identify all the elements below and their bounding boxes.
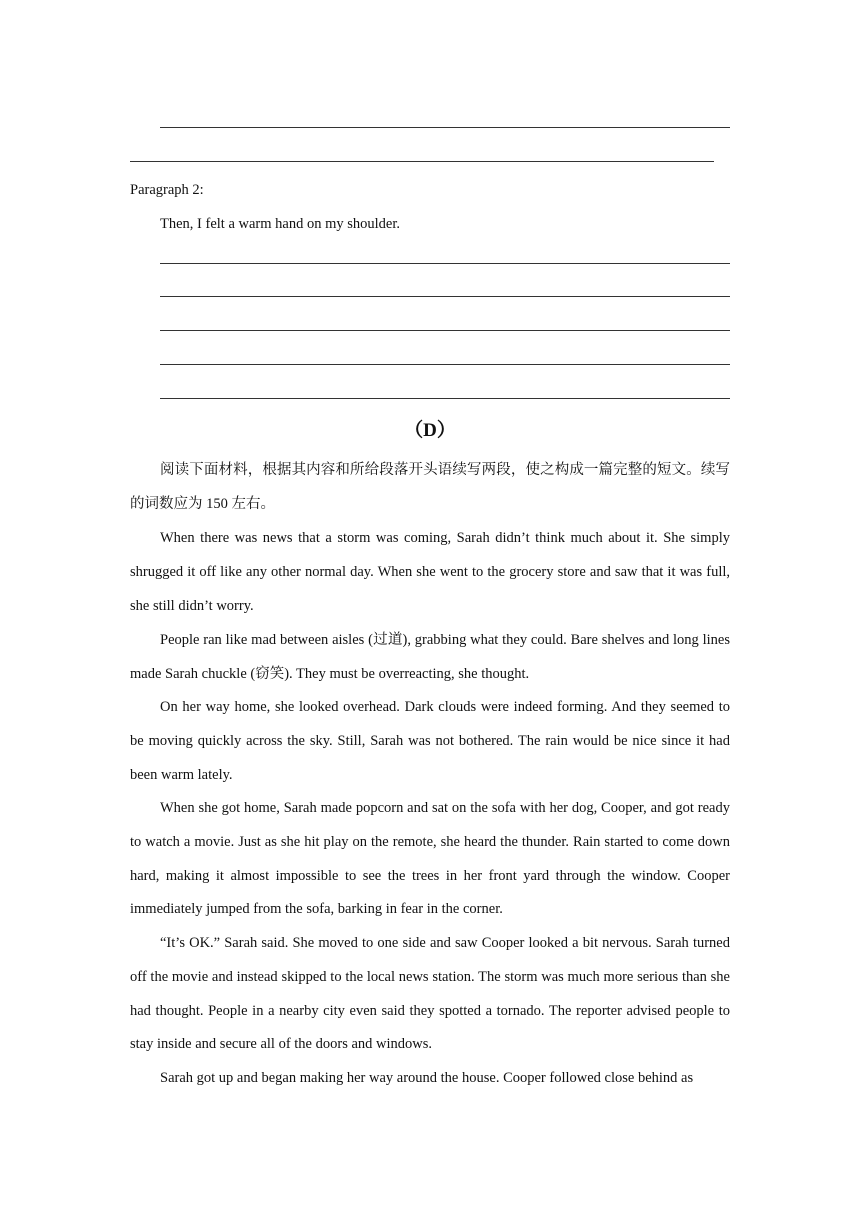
story-paragraph: When there was news that a storm was coming, Sarah didn’t think much about it. She simply shrugged it off like any other normal day. When she went to the grocery store and saw that it was full, she still didn’t worry. bbox=[130, 530, 730, 614]
paragraph2-start: Then, I felt a warm hand on my shoulder. bbox=[160, 216, 400, 232]
writing-line bbox=[160, 296, 730, 297]
writing-line bbox=[160, 263, 730, 264]
writing-line bbox=[160, 364, 730, 365]
story-paragraph: On her way home, she looked overhead. Dark clouds were indeed forming. And they seemed to be moving quickly across the sky. Still, Sarah was not bothered. The rain would be nice since it had been warm lately. bbox=[130, 699, 730, 783]
story-paragraph: People ran like mad between aisles (过道), grabbing what they could. Bare shelves and long lines made Sarah chuckle (窃笑). They must be overreacting, she thought. bbox=[130, 632, 730, 682]
instruction-text: 阅读下面材料，根据其内容和所给段落开头语续写两段，使之构成一篇完整的短文。续写的词数应为 150 左右。 bbox=[130, 462, 730, 512]
story-paragraph: “It’s OK.” Sarah said. She moved to one side and saw Cooper looked a bit nervous. Sarah turned off the movie and instead skipped to the local news station. The storm was much more serious than she had thought. People in a nearby city even said they spotted a tornado. The reporter advised people to stay inside and secure all of the doors and windows. bbox=[130, 935, 730, 1053]
paragraph2-label: Paragraph 2: bbox=[130, 182, 204, 198]
writing-line bbox=[160, 330, 730, 331]
story-paragraph: When she got home, Sarah made popcorn and sat on the sofa with her dog, Cooper, and got ready to watch a movie. Just as she hit play on the remote, she heard the thunder. Rain started to come down hard, making it almost impossible to see the trees in her front yard through the window. Cooper immediately jumped from the sofa, barking in fear in the corner. bbox=[130, 800, 730, 918]
writing-line bbox=[130, 161, 714, 162]
writing-line bbox=[160, 127, 730, 128]
section-title: （D） bbox=[404, 420, 456, 441]
writing-line bbox=[160, 398, 730, 399]
story-paragraph: Sarah got up and began making her way around the house. Cooper followed close behind as bbox=[160, 1070, 694, 1086]
